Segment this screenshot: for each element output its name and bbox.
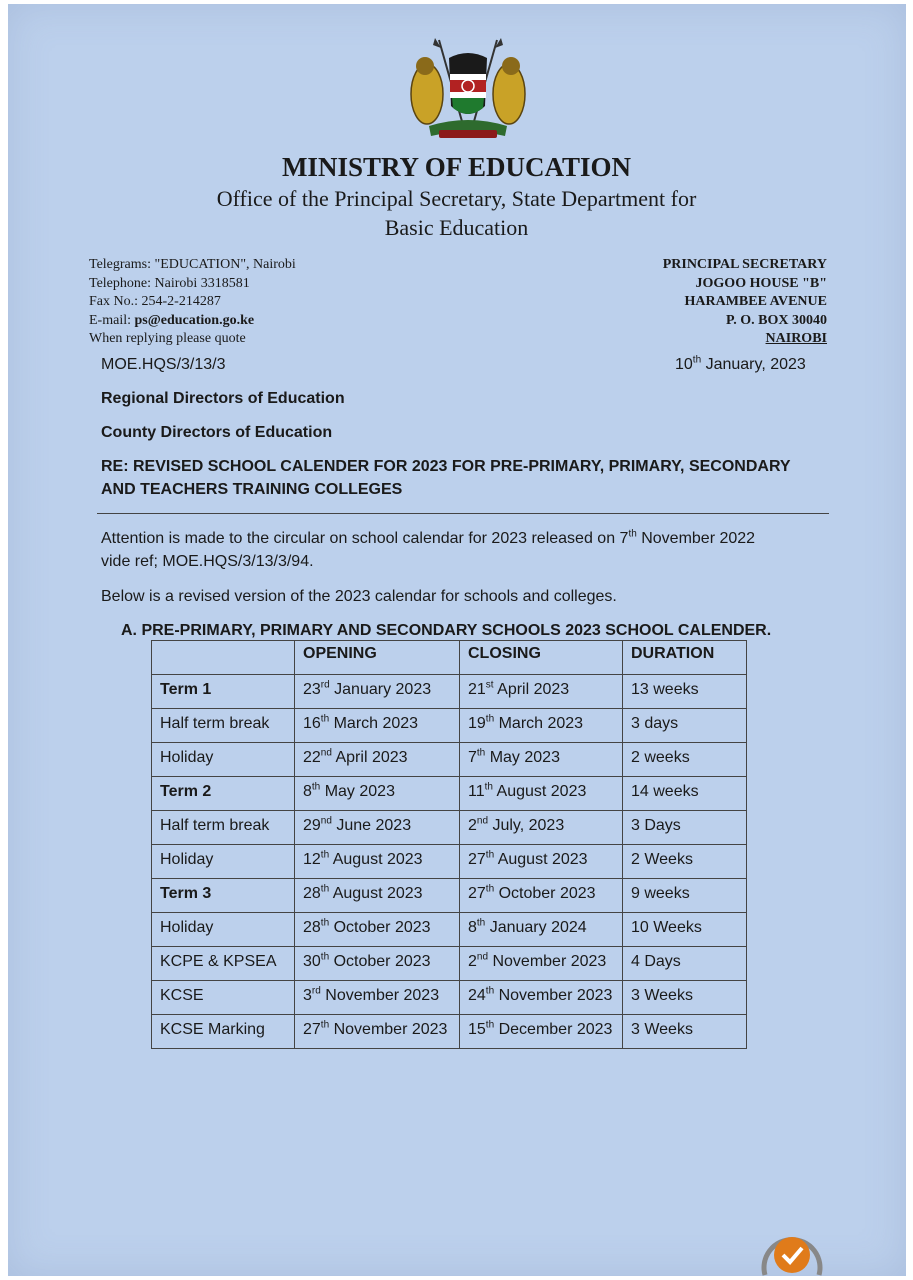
duration-cell: 14 weeks [623,777,747,811]
ps-title: PRINCIPAL SECRETARY [662,257,827,272]
opening-date-cell: 23rd January 2023 [295,675,460,709]
duration-cell: 4 Days [623,947,747,981]
duration-cell: 3 Days [623,811,747,845]
closing-date-cell: 2nd July, 2023 [460,811,623,845]
row-label-cell: KCSE Marking [152,1015,295,1049]
row-label-cell: Half term break [152,811,295,845]
opening-date-cell: 16th March 2023 [295,709,460,743]
table-row [152,811,747,845]
closing-date-cell: 24th November 2023 [460,981,623,1015]
table-row [152,777,747,811]
opening-date-cell: 28th October 2023 [295,913,460,947]
closing-date-cell: 15th December 2023 [460,1015,623,1049]
closing-date-cell: 11th August 2023 [460,777,623,811]
table-header-row [152,641,747,675]
closing-date-cell: 27th August 2023 [460,845,623,879]
paragraph-2: Below is a revised version of the 2023 calendar for schools and colleges. [101,588,617,605]
iso-certification-seal-icon [757,1217,827,1277]
opening-date-cell: 27th November 2023 [295,1015,460,1049]
contacts-left [89,256,296,349]
closing-date-cell: 27th October 2023 [460,879,623,913]
row-label-cell: Half term break [152,709,295,743]
ministry-title: MINISTRY OF EDUCATION [281,152,632,182]
opening-date-cell: 3rd November 2023 [295,981,460,1015]
table-row [152,1015,747,1049]
closing-date-cell: 21st April 2023 [460,675,623,709]
row-label-cell: KCSE [152,981,295,1015]
email-label: E-mail: [89,312,135,328]
row-label-cell: KCPE & KPSEA [152,947,295,981]
duration-cell: 2 weeks [623,743,747,777]
office-line-2: Basic Education [384,215,529,240]
opening-date-cell: 29nd June 2023 [295,811,460,845]
duration-cell: 9 weeks [623,879,747,913]
closing-date-cell: 7th May 2023 [460,743,623,777]
fax-line: Fax No.: 254-2-214287 [89,294,221,309]
duration-cell: 3 Weeks [623,1015,747,1049]
opening-date-cell: 30th October 2023 [295,947,460,981]
paragraph-1-line-2: vide ref; MOE.HQS/3/13/3/94. [101,553,314,570]
telephone-line: Telephone: Nairobi 3318581 [89,275,250,291]
po-box-line: P. O. BOX 30040 [726,312,827,328]
reference-number: MOE.HQS/3/13/3 [101,356,226,373]
opening-date-cell: 12th August 2023 [295,845,460,879]
contacts-right [663,256,827,349]
duration-cell: 2 Weeks [623,845,747,879]
calendar-table [151,640,747,1049]
duration-cell: 3 days [623,709,747,743]
table-row [152,743,747,777]
telegrams-line: Telegrams: "EDUCATION", Nairobi [89,257,296,272]
divider [97,513,829,514]
closing-date-cell: 2nd November 2023 [460,947,623,981]
row-label-cell: Holiday [152,743,295,777]
row-label-cell: Term 1 [152,675,295,709]
letter-date: 10th January, 2023 [675,354,806,373]
table-row [152,845,747,879]
row-label-cell: Holiday [152,913,295,947]
table-row [152,981,747,1015]
header-blank [152,641,295,675]
subject-line-2: AND TEACHERS TRAINING COLLEGES [101,481,403,498]
section-a-heading: A. PRE-PRIMARY, PRIMARY AND SECONDARY SCHOOLS 2023 SCHOOL CALENDER. [121,622,772,639]
row-label-cell: Term 3 [152,879,295,913]
email-address: ps@education.go.ke [134,312,255,328]
table-row [152,947,747,981]
opening-date-cell: 22nd April 2023 [295,743,460,777]
city-line: NAIROBI [765,331,827,346]
avenue-line: HARAMBEE AVENUE [684,294,827,309]
header-duration: DURATION [623,641,747,675]
duration-cell: 3 Weeks [623,981,747,1015]
duration-cell: 13 weeks [623,675,747,709]
subject-line-1: RE: REVISED SCHOOL CALENDER FOR 2023 FOR PRE-PRIMARY, PRIMARY, SECONDARY [101,458,791,475]
paragraph-1-line-1: Attention is made to the circular on school calendar for 2023 released on 7th November 2022 [101,528,756,547]
duration-cell: 10 Weeks [623,913,747,947]
row-label-cell: Term 2 [152,777,295,811]
table-row [152,709,747,743]
header-opening: OPENING [295,641,460,675]
closing-date-cell: 8th January 2024 [460,913,623,947]
table-row [152,675,747,709]
addressee-regional: Regional Directors of Education [101,390,345,407]
building-line: JOGOO HOUSE "B" [695,275,827,291]
opening-date-cell: 8th May 2023 [295,777,460,811]
table-row [152,879,747,913]
closing-date-cell: 19th March 2023 [460,709,623,743]
header-closing: CLOSING [460,641,623,675]
quote-line: When replying please quote [89,331,246,346]
office-line-1: Office of the Principal Secretary, State Department for [216,186,697,211]
email-line [89,312,296,331]
kenya-coat-of-arms-icon [405,36,531,144]
table-row [152,913,747,947]
opening-date-cell: 28th August 2023 [295,879,460,913]
row-label-cell: Holiday [152,845,295,879]
addressee-county: County Directors of Education [101,424,333,441]
